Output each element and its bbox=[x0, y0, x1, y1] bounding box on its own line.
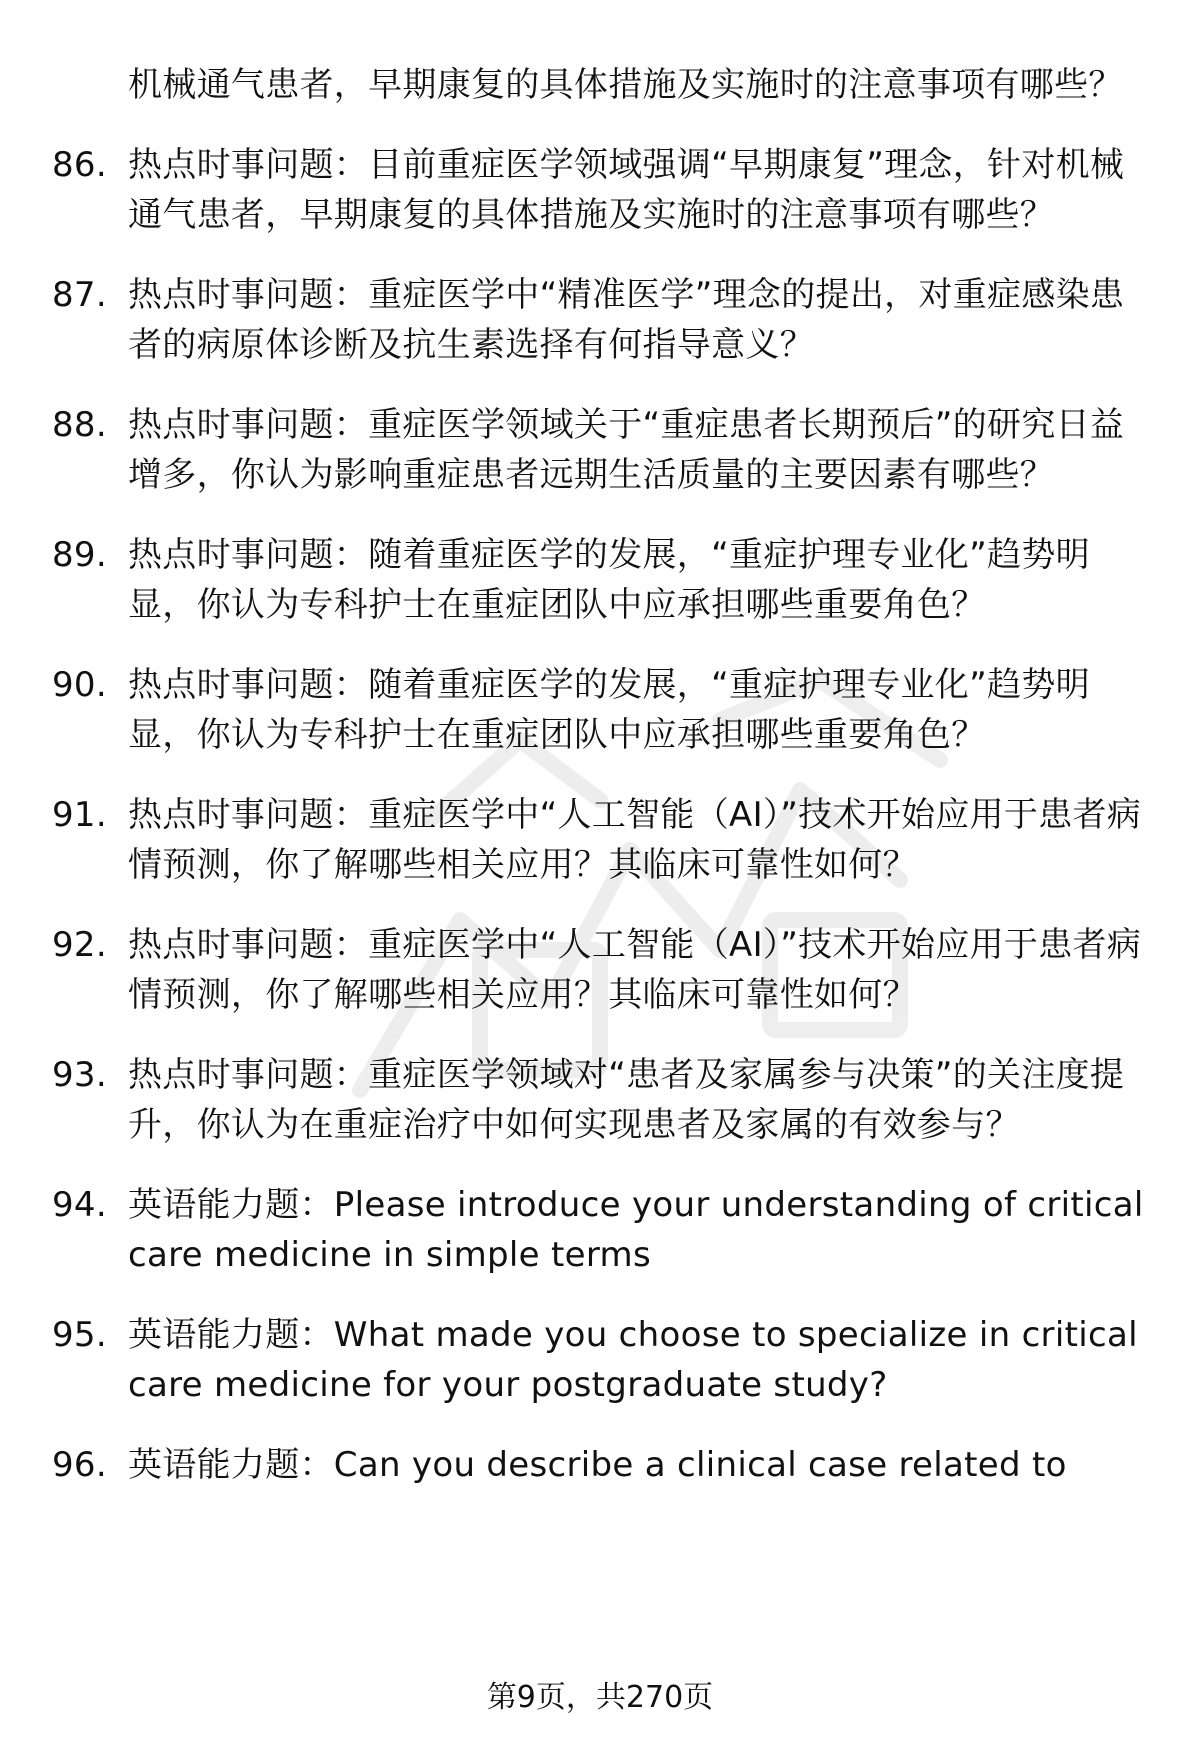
item-number: 96. bbox=[52, 1445, 107, 1485]
item-number: 90. bbox=[52, 665, 107, 705]
list-item bbox=[0, 1050, 1148, 1150]
continued-question-text bbox=[128, 60, 1148, 110]
item-text: 热点时事问题：重症医学中“精准医学”理念的提出，对重症感染患者的病原体诊断及抗生素选择有何指导意义？ bbox=[128, 275, 1125, 365]
list-item bbox=[0, 920, 1148, 1020]
item-text: 热点时事问题：重症医学中“人工智能（AI）”技术开始应用于患者病情预测，你了解哪些相关应用？其临床可靠性如何？ bbox=[128, 795, 1142, 885]
item-text: 热点时事问题：重症医学中“人工智能（AI）”技术开始应用于患者病情预测，你了解哪些相关应用？其临床可靠性如何？ bbox=[128, 925, 1142, 1015]
item-text: 热点时事问题：随着重症医学的发展，“重症护理专业化”趋势明显，你认为专科护士在重症团队中应承担哪些重要角色？ bbox=[128, 535, 1090, 625]
item-text: 英语能力题：Please introduce your understanding of critical care medicine in simple terms bbox=[128, 1185, 1144, 1275]
item-text: 热点时事问题：随着重症医学的发展，“重症护理专业化”趋势明显，你认为专科护士在重症团队中应承担哪些重要角色？ bbox=[128, 665, 1090, 755]
item-number: 95. bbox=[52, 1315, 107, 1355]
list-item bbox=[0, 660, 1148, 760]
item-number: 91. bbox=[52, 795, 107, 835]
page-footer: 第9页，共270页 bbox=[486, 1680, 714, 1715]
item-text: 英语能力题：What made you choose to specialize in critical care medicine for your postgraduate study? bbox=[128, 1315, 1138, 1405]
item-number: 92. bbox=[52, 925, 107, 965]
item-number: 87. bbox=[52, 275, 107, 315]
list-item bbox=[0, 1310, 1148, 1410]
question-list bbox=[0, 60, 1200, 1490]
list-item bbox=[0, 400, 1148, 500]
item-number: 89. bbox=[52, 535, 107, 575]
item-number: 88. bbox=[52, 405, 107, 445]
item-text: 热点时事问题：重症医学领域对“患者及家属参与决策”的关注度提升，你认为在重症治疗中如何实现患者及家属的有效参与？ bbox=[128, 1055, 1125, 1145]
list-item bbox=[0, 530, 1148, 630]
list-item bbox=[0, 270, 1148, 370]
list-item bbox=[0, 790, 1148, 890]
item-text: 热点时事问题：目前重症医学领域强调“早期康复”理念，针对机械通气患者，早期康复的具体措施及实施时的注意事项有哪些？ bbox=[128, 145, 1125, 235]
item-text: 热点时事问题：重症医学领域关于“重症患者长期预后”的研究日益增多，你认为影响重症患者远期生活质量的主要因素有哪些？ bbox=[128, 405, 1125, 495]
item-number: 93. bbox=[52, 1055, 107, 1095]
item-number: 94. bbox=[52, 1185, 107, 1225]
item-number: 86. bbox=[52, 145, 107, 185]
list-item bbox=[0, 140, 1148, 240]
continued-text: 机械通气患者，早期康复的具体措施及实施时的注意事项有哪些？ bbox=[128, 65, 1123, 105]
list-item bbox=[0, 1440, 1148, 1490]
list-item bbox=[0, 1180, 1148, 1280]
item-text: 英语能力题：Can you describe a clinical case related to bbox=[128, 1445, 1067, 1485]
